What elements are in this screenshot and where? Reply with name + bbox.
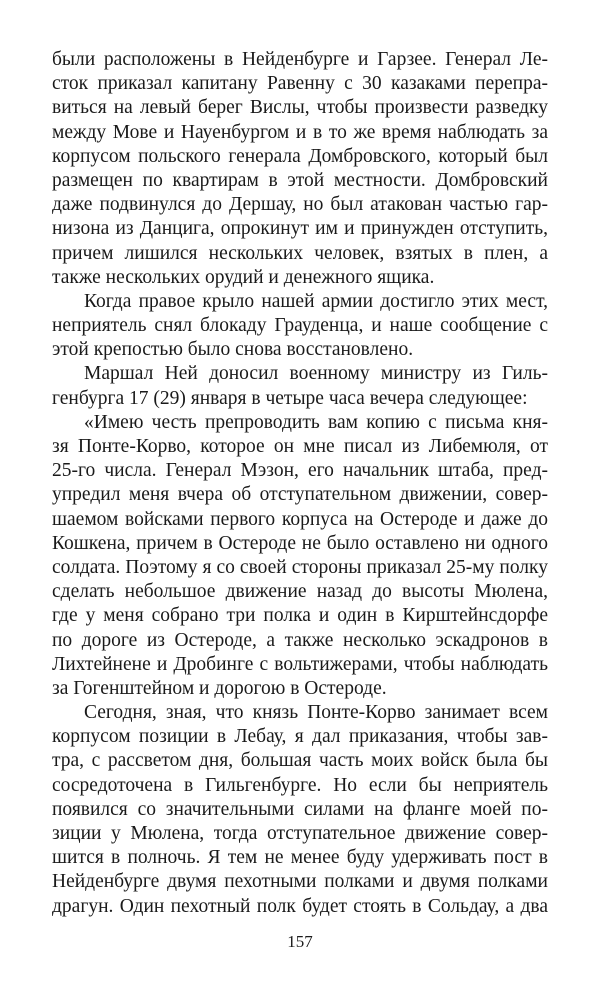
text-line: причем лишился нескольких человек, взятых в плен, а: [52, 242, 548, 264]
text-line: между Мове и Науенбургом и в то же время наблюдать за: [52, 121, 548, 143]
text-line: также нескольких орудий и денежного ящика.: [52, 266, 435, 288]
text-line: за Гогенштейном и дорогою в Остероде.: [52, 677, 387, 699]
text-line: Сегодня, зная, что князь Понте-Корво занимает всем: [84, 702, 548, 724]
paragraph: [52, 411, 548, 701]
paragraph: [52, 48, 548, 290]
text-line: солдата. Поэтому я со своей стороны приказал 25-му полку: [52, 556, 548, 578]
text-line: низона из Данцига, опрокинут им и принужден отступить,: [52, 218, 548, 240]
text-line: где у меня собрано три полка и один в Кирштейнсдорфе: [52, 605, 548, 627]
text-line: сделать небольшое движение назад до высоты Мюлена,: [52, 581, 548, 603]
paragraph: [52, 362, 548, 410]
text-line: зя Понте-Корво, которое он мне писал из Либемюля, от: [52, 436, 548, 457]
text-line: виться на левый берег Вислы, чтобы произвести разведку: [52, 97, 548, 119]
text-line: Нейденбурге двумя пехотными полками и двумя полками: [52, 871, 548, 893]
paragraph: [52, 290, 548, 363]
text-line: зиции у Мюлена, тогда отступательное движение совер-: [52, 823, 548, 844]
text-line: Когда правое крыло нашей армии достигло этих мест,: [84, 290, 548, 312]
page-body-text: [52, 48, 548, 919]
page-number: 157: [287, 932, 313, 951]
text-line: корпусом позиции в Лебау, я дал приказания, чтобы зав-: [52, 726, 548, 748]
text-line: размещен по квартирам в этой местности. Домбровский: [52, 169, 548, 191]
text-line: Кошкена, причем в Остероде не было оставлено ни одного: [52, 532, 548, 554]
text-line: неприятель снял блокаду Грауденца, и наше сообщение с: [52, 315, 548, 337]
text-line: по дороге из Остероде, а также несколько эскадронов в: [52, 629, 548, 651]
paragraph: [52, 701, 548, 919]
text-line: даже подвинулся до Дершау, но был атакован частью гар-: [52, 194, 548, 216]
text-line: шаемом войсками первого корпуса на Остероде и даже до: [52, 508, 548, 530]
text-line: были расположены в Нейденбурге и Гарзее. Генерал Ле-: [52, 49, 548, 70]
text-line: Лихтейнене и Дробинге с вольтижерами, чтобы наблюдать: [52, 653, 548, 675]
text-line: сток приказал капитану Равенну с 30 казаками перепра-: [52, 73, 548, 95]
text-line: сосредоточена в Гильгенбурге. Но если бы неприятель: [52, 774, 548, 796]
text-line: Маршал Ней доносил военному министру из Гиль-: [84, 363, 548, 385]
text-line: упредил меня вчера об отступательном движении, совер-: [52, 484, 548, 506]
text-line: шится в полночь. Я тем не менее буду удерживать пост в: [52, 847, 548, 869]
text-line: «Имею честь препроводить вам копию с письма кня-: [84, 411, 548, 433]
text-line: корпусом польского генерала Домбровского, который был: [52, 145, 548, 167]
text-line: генбурга 17 (29) января в четыре часа вечера следующее:: [52, 387, 528, 409]
text-line: драгун. Один пехотный полк будет стоять в Сольдау, а два: [52, 895, 548, 917]
text-line: 25-го числа. Генерал Мэзон, его начальник штаба, пред-: [52, 460, 548, 482]
text-line: этой крепостью было снова восстановлено.: [52, 339, 414, 361]
text-line: тра, с рассветом дня, большая часть моих войск была бы: [52, 750, 548, 772]
text-line: появился со значительными силами на фланге моей по-: [52, 798, 548, 820]
